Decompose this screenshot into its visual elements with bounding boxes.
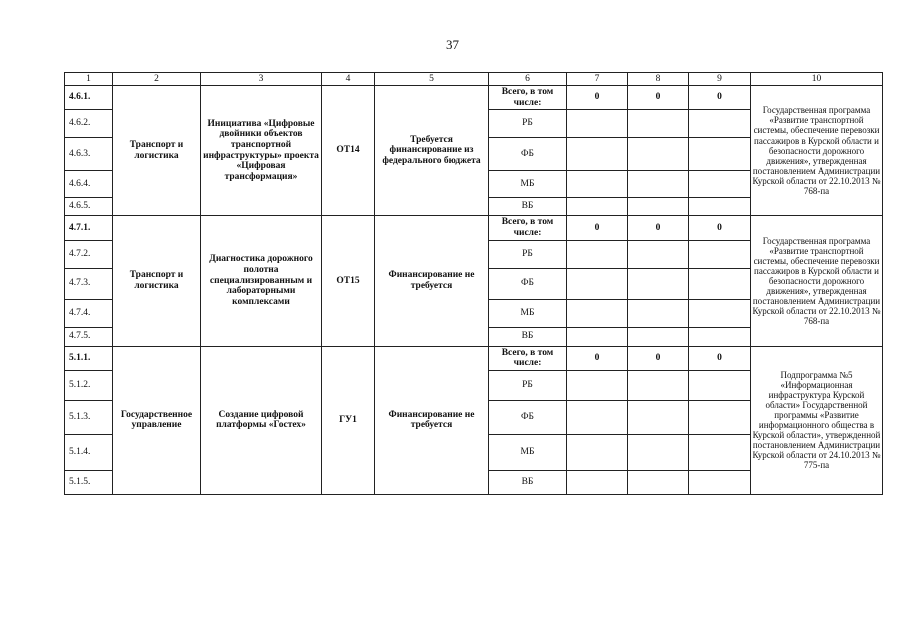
budget-type-cell: РБ — [489, 240, 567, 268]
budget-type-cell: ФБ — [489, 400, 567, 434]
budget-type-cell: ФБ — [489, 138, 567, 171]
column-number: 7 — [567, 73, 628, 86]
budget-type-cell: Всего, в том числе: — [489, 346, 567, 370]
project-name-cell: Создание цифровой платформы «Гостех» — [201, 346, 322, 494]
amount-cell: 0 — [628, 216, 689, 240]
column-number-row — [65, 73, 883, 86]
row-code: 5.1.4. — [65, 434, 113, 470]
table-row — [65, 216, 883, 240]
amount-cell — [567, 400, 628, 434]
amount-cell: 0 — [689, 216, 751, 240]
amount-cell: 0 — [567, 216, 628, 240]
amount-cell — [628, 138, 689, 171]
amount-cell — [567, 240, 628, 268]
sector-cell: Транспорт и логистика — [113, 216, 201, 346]
amount-cell: 0 — [689, 86, 751, 110]
amount-cell — [628, 434, 689, 470]
budget-type-cell: Всего, в том числе: — [489, 216, 567, 240]
amount-cell — [628, 327, 689, 346]
row-code: 5.1.3. — [65, 400, 113, 434]
amount-cell — [689, 327, 751, 346]
row-code: 4.6.2. — [65, 110, 113, 138]
budget-type-cell: МБ — [489, 171, 567, 198]
row-code: 4.6.5. — [65, 198, 113, 216]
financing-cell: Требуется финансирование из федерального бюджета — [375, 86, 489, 216]
sector-cell: Транспорт и логистика — [113, 86, 201, 216]
indicator-cell: ОТ15 — [322, 216, 375, 346]
amount-cell — [628, 171, 689, 198]
amount-cell — [689, 370, 751, 400]
column-number: 5 — [375, 73, 489, 86]
column-number: 8 — [628, 73, 689, 86]
amount-cell — [628, 198, 689, 216]
row-code: 4.7.5. — [65, 327, 113, 346]
amount-cell — [567, 370, 628, 400]
program-cell: Подпрограмма №5 «Информационная инфраструктура Курской области» Государственной программы «Развитие информационного общества в Курской области», утвержденной постановлением Администрации Курской области от 24.10.2013 № 775-па — [751, 346, 883, 494]
amount-cell — [567, 198, 628, 216]
amount-cell — [689, 110, 751, 138]
amount-cell — [689, 240, 751, 268]
amount-cell — [689, 299, 751, 327]
amount-cell — [628, 268, 689, 299]
program-cell: Государственная программа «Развитие транспортной системы, обеспечение перевозки пассажиров в Курской области и безопасности дорожного движения», утвержденная постановлением Администрации Курской области от 22.10.2013 № 768-па — [751, 86, 883, 216]
row-code: 4.7.1. — [65, 216, 113, 240]
column-number: 2 — [113, 73, 201, 86]
budget-type-cell: МБ — [489, 434, 567, 470]
indicator-cell: ОТ14 — [322, 86, 375, 216]
budget-type-cell: Всего, в том числе: — [489, 86, 567, 110]
row-code: 5.1.1. — [65, 346, 113, 370]
row-code: 4.7.4. — [65, 299, 113, 327]
program-table — [64, 72, 883, 495]
amount-cell — [689, 198, 751, 216]
budget-type-cell: ВБ — [489, 327, 567, 346]
program-cell: Государственная программа «Развитие транспортной системы, обеспечение перевозки пассажиров в Курской области и безопасности дорожного движения», утвержденная постановлением Администрации Курской области от 22.10.2013 № 768-па — [751, 216, 883, 346]
project-name-cell: Диагностика дорожного полотна специализированным и лабораторными комплексами — [201, 216, 322, 346]
budget-type-cell: ВБ — [489, 198, 567, 216]
row-code: 5.1.2. — [65, 370, 113, 400]
row-code: 5.1.5. — [65, 470, 113, 494]
amount-cell: 0 — [567, 86, 628, 110]
amount-cell — [567, 434, 628, 470]
indicator-cell: ГУ1 — [322, 346, 375, 494]
budget-type-cell: РБ — [489, 110, 567, 138]
amount-cell: 0 — [628, 86, 689, 110]
row-code: 4.7.2. — [65, 240, 113, 268]
column-number: 4 — [322, 73, 375, 86]
amount-cell — [628, 110, 689, 138]
amount-cell — [567, 110, 628, 138]
amount-cell — [689, 470, 751, 494]
budget-type-cell: ВБ — [489, 470, 567, 494]
amount-cell — [628, 299, 689, 327]
page-number: 37 — [446, 37, 459, 52]
row-code: 4.6.4. — [65, 171, 113, 198]
budget-type-cell: РБ — [489, 370, 567, 400]
amount-cell — [567, 299, 628, 327]
row-code: 4.6.3. — [65, 138, 113, 171]
amount-cell — [628, 370, 689, 400]
column-number: 1 — [65, 73, 113, 86]
amount-cell — [567, 171, 628, 198]
amount-cell — [689, 171, 751, 198]
amount-cell — [689, 434, 751, 470]
column-number: 9 — [689, 73, 751, 86]
amount-cell: 0 — [689, 346, 751, 370]
amount-cell — [567, 470, 628, 494]
budget-type-cell: ФБ — [489, 268, 567, 299]
amount-cell — [567, 138, 628, 171]
amount-cell: 0 — [628, 346, 689, 370]
amount-cell — [689, 138, 751, 171]
amount-cell — [628, 240, 689, 268]
column-number: 6 — [489, 73, 567, 86]
amount-cell — [689, 268, 751, 299]
table-row — [65, 346, 883, 370]
project-name-cell: Инициатива «Цифровые двойники объектов транспортной инфраструктуры» проекта «Цифровая трансформация» — [201, 86, 322, 216]
amount-cell — [628, 470, 689, 494]
row-code: 4.6.1. — [65, 86, 113, 110]
financing-cell: Финансирование не требуется — [375, 346, 489, 494]
sector-cell: Государственное управление — [113, 346, 201, 494]
column-number: 3 — [201, 73, 322, 86]
amount-cell — [689, 400, 751, 434]
amount-cell — [567, 327, 628, 346]
financing-cell: Финансирование не требуется — [375, 216, 489, 346]
amount-cell — [567, 268, 628, 299]
column-number: 10 — [751, 73, 883, 86]
row-code: 4.7.3. — [65, 268, 113, 299]
amount-cell: 0 — [567, 346, 628, 370]
amount-cell — [628, 400, 689, 434]
budget-type-cell: МБ — [489, 299, 567, 327]
table-row — [65, 86, 883, 110]
